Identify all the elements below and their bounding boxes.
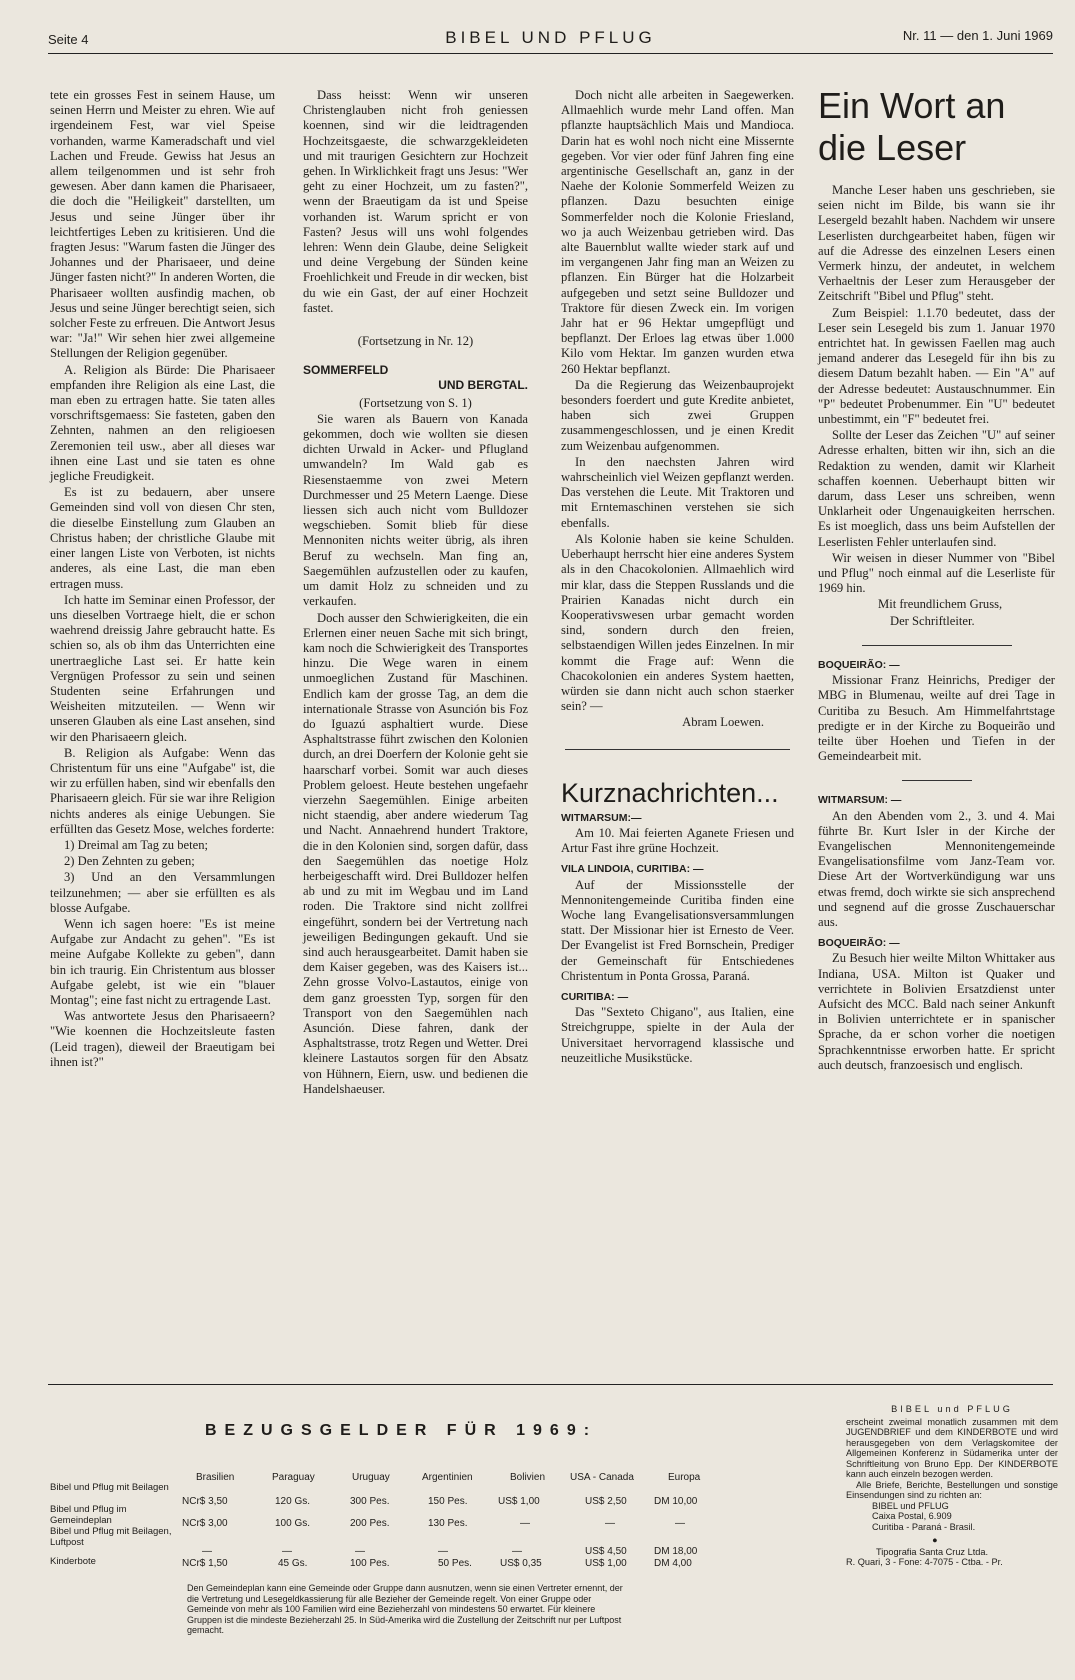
imprint-box: [846, 1404, 1058, 1568]
subscription-note: Den Gemeindeplan kann eine Gemeinde oder Gruppe dann ausnutzen, wenn sie einen Vertreter ernennt, der die Vertretung und Lesegeldkassierung für alle Bezieher der Gemeinde regelt. Von einer Gruppe oder Gemeinde von mehr als 100 Familien wird eine Bezieherzahl von mindestens 50 erwartet. Für kleinere Gruppen ist die mindeste Bezieherzahl 25. In Süd-Amerika wird die Zustellung der Zeitschrift nur per Luftpost gemacht.: [187, 1583, 623, 1636]
table-cell: 120 Gs.: [275, 1496, 311, 1507]
table-cell: 100 Gs.: [275, 1518, 311, 1529]
article-heading-line-2: UND BERGTAL.: [438, 378, 528, 393]
table-cell: US$ 2,50: [585, 1496, 627, 1507]
column-1: [50, 88, 275, 1071]
news-item: Zu Besuch hier weilte Milton Whittaker aus Indiana, USA. Milton ist Quaker und verrichtete in Bolivien Ersatzdienst unter Aufsicht des MCC. Bald nach seiner Ankunft in Bolivien unterrichtete er in spanischer Sprache, da er schon vorher die noetigen Sprachkenntnisse erworben hatte. Er spricht auch deutsch, franzoesisch und englisch.: [818, 951, 1055, 1072]
paragraph: Wenn ich sagen hoere: "Es ist meine Aufgabe zur Andacht zu gehen". "Es ist meine Aufgabe Kollekte zu geben", dann bin ich traurig. Ein Christentum aus blosser Aufgabe gelebt, ist wie ein "blauer Montag"; eine fast nicht zu ertragende Last.: [50, 916, 275, 1007]
table-cell: 300 Pes.: [350, 1496, 390, 1507]
paragraph: Zum Beispiel: 1.1.70 bedeutet, dass der Leser sein Lesegeld bis zum 1. Januar 1970 entrichtet hat. In gewissen Faellen mag auch jemand anderer das Lesegeld für ihn bis zu diesem Datum bezahlt haben. — Ein "A" auf der Adresse bedeutet: Austauschnummer. Ein "P" bedeutet Probenummer. Ein "U" bedeutet unbestimmt, ein "F" bedeutet frei.: [818, 305, 1055, 427]
column-header: Argentinien: [422, 1472, 473, 1483]
imprint-text: erscheint zweimal monatlich zusammen mit dem JUGENDBRIEF und dem KINDERBOTE und wird herausgegeben von dem Verlagskomitee der Allgemeinen Konferenz in Südamerika unter der Schriftleitung von Bruno Epp. Der KINDERBOTE kann auch einzeln bezogen werden.: [846, 1416, 1058, 1479]
paragraph: In den naechsten Jahren wird wahrscheinlich viel Weizen gepflanzt werden. Das verstehen die Leute. Mit Traktoren und mit Erntemaschinen verstehen sie sich ebenfalls.: [561, 454, 794, 530]
table-cell: —: [605, 1518, 615, 1529]
paragraph: Doch nicht alle arbeiten in Saegewerken. Allmaehlich wurde mehr Land offen. Man pflanzte hauptsächlich Mais und Mandioca. Darin hat es wohl noch nicht eine Missernte gegeben. Vor vier oder fünf Jahren fing eine argentinische Gesellschaft an, ganz in der Naehe der Kolonie Sommerfeld Weizen zu pflanzen. Dazu besuchten einige Sommerfelder noch die Kolonie Friesland, wo ja auch Weizenbau getrieben wird. Das alte Bauernblut wallte wieder stark auf und im vergangenen Jahr fing man an Weizen zu pflanzen. Ein Bürger hat die Holzarbeit aufgegeben und setzt seine Bulldozer und Traktore für diesen Zweck ein. Im vorigen Jahr hat er 96 Hektar umgepflügt und bepflanzt. Der Erloes lag etwas über 1.000 Kilo vom Hektar. Im ganzen wurden etwa 260 Hektar bepflanzt.: [561, 88, 794, 376]
table-cell: DM 4,00: [654, 1558, 692, 1569]
table-cell: —: [438, 1546, 448, 1557]
table-cell: 45 Gs.: [278, 1558, 308, 1569]
address-line: Caixa Postal, 6.909: [872, 1511, 952, 1521]
column-header: Paraguay: [272, 1472, 315, 1483]
table-cell: 200 Pes.: [350, 1518, 390, 1529]
newspaper-title: BIBEL UND PFLUG: [445, 28, 656, 47]
table-cell: 130 Pes.: [428, 1518, 468, 1529]
table-cell: 100 Pes.: [350, 1558, 390, 1569]
news-location: WITMARSUM:—: [561, 811, 642, 824]
news-location: CURITIBA: —: [561, 990, 629, 1003]
address-line: BIBEL und PFLUG: [872, 1500, 949, 1511]
article-title: Ein Wort an die Leser: [818, 85, 1006, 168]
table-cell: US$ 0,35: [500, 1558, 542, 1569]
column-header: Europa: [668, 1472, 701, 1483]
row-label: Bibel und Pflug mit Beilagen, Luftpost: [50, 1526, 172, 1548]
bullet-dot: ●: [932, 1535, 938, 1545]
news-location: BOQUEIRÃO: —: [818, 658, 900, 671]
news-item: Missionar Franz Heinrichs, Prediger der MBG in Blumenau, weilte auf drei Tage in Curitiba zu Besuch. Am Himmelfahrtstage predigte er in der Kirche zu Boqueirão und teilte über Hoehen und Tiefen in der Gemeindearbeit mit.: [818, 673, 1055, 764]
news-item: Das "Sexteto Chigano", aus Italien, eine Streichgruppe, spielte in der Aula der Universitaet hervorragend klassische und neuzeitliche Musikstücke.: [561, 1005, 794, 1065]
paragraph: B. Religion als Aufgabe: Wenn das Christentum für uns eine "Aufgabe" ist, die wir zu erfüllen haben, sind wir ebenfalls den Pharisaeern gleich. Für sie war ihre Religion nichts anderes als einige Uebungen. Sie erfüllten das Gesetz Mose, welches forderte:: [50, 745, 275, 836]
column-header: USA - Canada: [570, 1472, 634, 1483]
paragraph: Manche Leser haben uns geschrieben, sie seien nicht im Bilde, bis wann sie ihr Lesergeld bezahlt haben. Nachdem wir unsere Leserlisten durchgearbeitet haben, fügen wir auf die Adresse des einzelnen Lesers einen Vermerk hinzu, der andeutet, in welchem Verhaeltnis der Leser zum Herausgeber der Zeitschrift "Bibel und Pflug" steht.: [818, 183, 1055, 304]
paragraph: A. Religion als Bürde: Die Pharisaeer empfanden ihre Religion als eine Last, die man eben zu ertragen hatte. Sie taten alles vorschriftsgemaess: Sie fasteten, gaben den Zehnten, nahmen an den religioesen Zeremonien teil usw., aber all dieses war ihnen eine Last und sie taten es ohne jegliche Freudigkeit.: [50, 362, 275, 484]
table-cell: NCr$ 3,50: [182, 1496, 228, 1507]
row-label: Bibel und Pflug im Gemeindeplan: [50, 1504, 127, 1526]
section-title-kurznachrichten: Kurznachrichten...: [561, 777, 779, 808]
column-header: Uruguay: [352, 1472, 390, 1483]
row-label: Kinderbote: [50, 1556, 96, 1567]
row-label: Bibel und Pflug mit Beilagen: [50, 1482, 169, 1493]
paragraph: Dass heisst: Wenn wir unseren Christenglauben nicht froh geniessen koennen, sind wir die leidtragenden Hochzeitsgaeste, die schwarzgekleideten und mit traurigen Gesichtern zur Hochzeit gehen. In Wirklichkeit fragt uns Jesus: "Wer geht zu einer Hochzeit, um zu fasten?", wenn der Braeutigam da ist und Speise vorhanden ist. Warum spricht er von Fasten? Jesus will uns wohl folgendes lehren: Wenn dein Glaube, deine Seligkeit und deine Vergebung der Sünden keine Froehlichkeit und Freude in dir wecken, bist du wie ein Gast, der auf einer Hochzeit fastet.: [303, 88, 528, 315]
imprint-text: Alle Briefe, Berichte, Bestellungen und sonstige Einsendungen sind zu richten an:: [846, 1479, 1058, 1500]
column-header: Brasilien: [196, 1472, 235, 1483]
list-item: 2) Den Zehnten zu geben;: [64, 854, 195, 869]
table-cell: US$ 4,50: [585, 1546, 627, 1557]
news-location: VILA LINDOIA, CURITIBA: —: [561, 863, 704, 876]
paragraph: Da die Regierung das Weizenbauprojekt besonders foerdert und gute Kredite anbietet, haben sich zwei Gruppen zusammengeschlossen, und je einen Kredit zum Weizenbau aufgenommen.: [561, 377, 794, 453]
list-item: 3) Und an den Versammlungen teilzunehmen; — aber sie erfüllten es als blosse Aufgabe.: [50, 870, 275, 915]
page-number: Seite 4: [48, 32, 89, 47]
news-location: WITMARSUM: —: [818, 794, 902, 807]
paragraph: Es ist zu bedauern, aber unsere Gemeinden sind voll von diesen Chr sten, die dieselbe Einstellung zum Glauben an Christus haben; der christliche Glaube mit einer langen Liste von Verboten, ist nichts anderes, als eine Last, die man eben ertragen muss.: [50, 485, 275, 591]
paragraph: Wir weisen in dieser Nummer von "Bibel und Pflug" noch einmal auf die Leserliste für 1969 hin.: [818, 550, 1055, 596]
imprint-title: BIBEL und PFLUG: [891, 1404, 1013, 1414]
list-item: 1) Dreimal am Tag zu beten;: [64, 837, 209, 852]
subscription-title: BEZUGSGELDER FÜR 1969:: [205, 1422, 598, 1439]
printer-name: Tipografia Santa Cruz Ltda.: [876, 1546, 989, 1557]
author-signature: Abram Loewen.: [682, 715, 764, 730]
paragraph: Sollte der Leser das Zeichen "U" auf seiner Adresse erhalten, bitten wir ihn, sich an die Redaktion zu wenden, damit wir Klarheit schaffen koennen. Ueberhaupt bitten wir darum, dass Leser uns schreiben, wenn Unklarheit oder Ungenauigkeiten herrschen. Es ist moeglich, dass uns beim Aufstellen der Leserlisten Fehler unterlaufen sind.: [818, 428, 1055, 549]
closing-signature: Der Schriftleiter.: [890, 613, 975, 628]
header-rule: [48, 53, 1053, 54]
continuation-note: (Fortsetzung in Nr. 12): [357, 334, 474, 349]
table-cell: 150 Pes.: [428, 1496, 468, 1507]
table-cell: —: [282, 1546, 292, 1557]
paragraph: Was antwortete Jesus den Pharisaeern? "Wie koennen die Hochzeitsleute fasten (Leid tragen), dieweil der Braeutigam bei ihnen ist?": [50, 1009, 275, 1069]
paragraph: Ich hatte im Seminar einen Professor, der uns dieselben Vortraege hielt, die er schon waehrend dreissig Jahre gebraucht hatte. Es schien so, als ob ihm das Unterrichten eine unertraegliche Last sei. Er hatte kein Vergnügen Professor zu sein und seinen Studenten seine Erfahrungen und Weisheiten mitzuteilen. — Wenn wir unseren Glauben als eine Last ansehen, sind wir den Pharisaeern gleich.: [50, 592, 275, 744]
printer-address: R. Quari, 3 - Fone: 4-7075 - Ctba. - Pr.: [846, 1557, 1003, 1567]
paragraph: Sie waren als Bauern von Kanada gekommen, doch wie wollten sie diesen dichten Urwald in Acker- und Pflugland umwandeln? Im Wald gab es Riesenstaemme von zwei Metern Durchmesser und 25 Metern Laenge. Diese liessen sich auch nicht vom Bulldozer wegschieben. Somit blieb für diese Mennoniten nichts weiter übrig, als ihren Beruf zu wechseln. Man fing an, Saegemühlen aufzustellen oder zu kaufen, um damit Holz zu schneiden und zu verkaufen.: [303, 411, 528, 609]
address-line: Curitiba - Paraná - Brasil.: [872, 1521, 976, 1532]
news-location: BOQUEIRÃO: —: [818, 937, 900, 950]
divider: [902, 780, 972, 781]
page-header: [48, 28, 1053, 52]
column-header: Bolivien: [510, 1472, 546, 1483]
footer-rule: [48, 1384, 1053, 1385]
news-item: An den Abenden vom 2., 3. und 4. Mai führte Br. Kurt Isler in der Kirche der Evangelischen Mennonitengemeinde Evangelisationsfilme vom Janz-Team vor. Diese Art der Wortverkündigung war uns etwas fremd, doch wirkte sie sich ansprechend und segnend auf die grosse Zuschauerschar aus.: [818, 808, 1055, 929]
table-cell: —: [512, 1546, 522, 1557]
table-cell: US$ 1,00: [585, 1558, 627, 1569]
paragraph: tete ein grosses Fest in seinem Hause, um seinen Herrn und Meister zu ehren. Wie auf irgendeinem Fest, war viel Speise vorhanden, warme Kameradschaft und viel Lachen und Freude. Gewiss hat Jesus an allem teilgenommen und ist sehr froh gewesen. Aber dann kamen die Pharisaeer, die doch die "Heiligkeit" darstellten, um Jesus und seine Jünger über ihr leichtfertiges Leben zu kritisieren. Und die fragten Jesus: "Warum fasten die Jünger des Johannes und der Pharisaeer, und deine Jünger fasten nicht?" In anderen Worten, die Pharisaeer wollten ausfindig machen, ob Jesus und seine Jünger berechtigt seien, sich solcher Feste zu erfreuen. Die Antwort Jesus war: "Ja!" Wir sehen hier zwei allgemeine Stellungen der Religion gegenüber.: [50, 88, 275, 361]
article-heading-line-1: SOMMERFELD: [303, 363, 389, 378]
table-cell: 50 Pes.: [438, 1558, 472, 1569]
table-cell: —: [202, 1546, 212, 1557]
divider: [565, 749, 790, 750]
paragraph: Doch ausser den Schwierigkeiten, die ein Erlernen einer neuen Sache mit sich bringt, kam noch die Schwierigkeit des Transportes hinzu. Die Wege waren in einem unmoeglichen Zustand für Maschinen. Endlich kam der grosse Tag, an dem die internationale Strasse von Asunción bis Foz do Iguazú asphaltiert wurde. Diese Asphaltstrasse führt zwischen den Kolonien durch, an drei Doerfern der Kolonie geht sie haarscharf vorbei. Somit war auch dieses Problem geloest. Heute bestehen ungefaehr vierzehn Saegemühlen. Einige arbeiten nicht staendig, aber andere wiederum Tag und Nacht. Annaehrend hundert Traktore, die in den Kolonien sind, sorgen dafür, dass den Saegemühlen das noetige Holz herbeigeschafft wird. Drei Bulldozer helfen ab und zu mit im Wegbau und im Land roden. Die Traktore sind nicht zollfrei eingeführt, sondern bei der Vertretung nach jeweiligen Bedingungen gekauft. Und sie sind auch herausgearbeitet. Damit haben sie dem Kaiser gegeben, was des Kaisers ist... Zehn grosse Volvo-Lastautos, einige von dem ganz groessten Typ, sorgen für den Transport von den Saegemühlen nach Asunción. Diese fahren, dank der Asphaltstrasse, trotz Regen und Wetter. Drei kleinere Lastautos sorgen für den Absatz von Hühnern, Eiern, usw. und bedienen die Handelshaeuser.: [303, 610, 528, 1096]
table-cell: —: [675, 1518, 685, 1529]
divider: [862, 645, 1012, 646]
table-cell: DM 10,00: [654, 1496, 698, 1507]
news-item: Am 10. Mai feierten Aganete Friesen und Artur Fast ihre grüne Hochzeit.: [561, 825, 794, 856]
closing-greeting: Mit freundlichem Gruss,: [878, 597, 1003, 612]
news-item: Auf der Missionsstelle der Mennonitengemeinde Curitiba finden eine Woche lang Evangelisationsversammlungen statt. Der Missionar hier ist Ernesto de Veer. Der Evangelist ist Fred Bornschein, Prediger der Gemeinschaft für Entschiedenes Christentum in Ponta Grossa, Paraná.: [561, 877, 794, 983]
paragraph: Als Kolonie haben sie keine Schulden. Ueberhaupt herrscht hier eine anderes System als in den Chacokolonien. Allmaehlich wird mir klar, dass die Steppen Russlands und die Prairien Kanadas nicht durch ein Kooperativswesen urbar gemacht worden sind, sondern durch den freien, selbstaendigen Willen jedes Einzelnen. In mir kommt die Frage auf: Wenn die Chacokolonien ein anderes System haetten, würden sie dann nicht auch schon staerker sein? —: [561, 531, 794, 714]
column-4: [818, 85, 1055, 1074]
table-cell: NCr$ 3,00: [182, 1518, 228, 1529]
column-2: [303, 88, 528, 1098]
table-cell: —: [520, 1518, 530, 1529]
table-cell: NCr$ 1,50: [182, 1558, 228, 1569]
table-cell: —: [355, 1546, 365, 1557]
column-3: [561, 88, 794, 1067]
table-cell: DM 18,00: [654, 1546, 698, 1557]
continued-from-note: (Fortsetzung von S. 1): [359, 395, 472, 410]
issue-date: Nr. 11 — den 1. Juni 1969: [902, 28, 1053, 43]
table-cell: US$ 1,00: [498, 1496, 540, 1507]
